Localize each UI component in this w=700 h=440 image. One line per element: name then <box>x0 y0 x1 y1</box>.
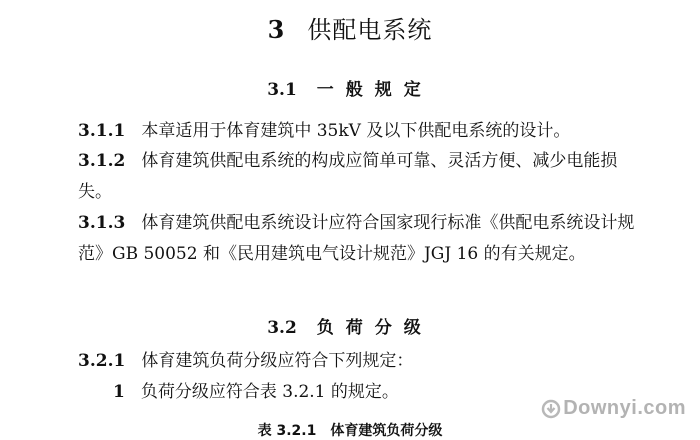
table-caption <box>0 420 700 440</box>
site-watermark <box>541 397 686 420</box>
table-number: 表 3.2.1 <box>257 423 317 439</box>
chapter-title <box>0 10 700 45</box>
clause-3-1-1 <box>78 116 638 147</box>
watermark-logo-icon <box>541 399 561 419</box>
section-heading-3-1 <box>0 75 700 100</box>
table-title: 体育建筑负荷分级 <box>330 423 443 439</box>
clause-number: 3.1.3 <box>78 213 126 233</box>
section-number: 3.2 <box>267 318 297 338</box>
section-heading-3-2 <box>0 313 700 338</box>
clause-text: 体育建筑供配电系统的构成应简单可靠、灵活方便、减少电能损失。 <box>78 151 618 202</box>
item-text: 负荷分级应符合表 3.2.1 的规定。 <box>140 382 399 402</box>
section-title-text: 负荷分级 <box>316 318 433 338</box>
chapter-title-text: 供配电系统 <box>307 16 433 44</box>
clause-text: 体育建筑负荷分级应符合下列规定： <box>141 351 414 371</box>
watermark-text: Downyi.com <box>563 397 686 419</box>
clause-number: 3.1.2 <box>78 151 126 171</box>
section-title-text: 一般规定 <box>316 80 433 100</box>
clause-3-2-1 <box>78 346 638 377</box>
clause-number: 3.2.1 <box>78 351 126 371</box>
clause-3-1-2 <box>78 146 638 208</box>
list-item-1 <box>113 377 399 408</box>
clause-text: 本章适用于体育建筑中 35kV 及以下供配电系统的设计。 <box>141 121 571 141</box>
clause-text: 体育建筑供配电系统设计应符合国家现行标准《供配电系统设计规范》GB 50052 和《民用建筑电气设计规范》JGJ 16 的有关规定。 <box>78 213 635 264</box>
item-number: 1 <box>113 382 125 402</box>
clause-number: 3.1.1 <box>78 121 126 141</box>
clause-3-1-3 <box>78 208 638 270</box>
section-number: 3.1 <box>267 80 297 100</box>
chapter-number: 3 <box>267 15 286 44</box>
